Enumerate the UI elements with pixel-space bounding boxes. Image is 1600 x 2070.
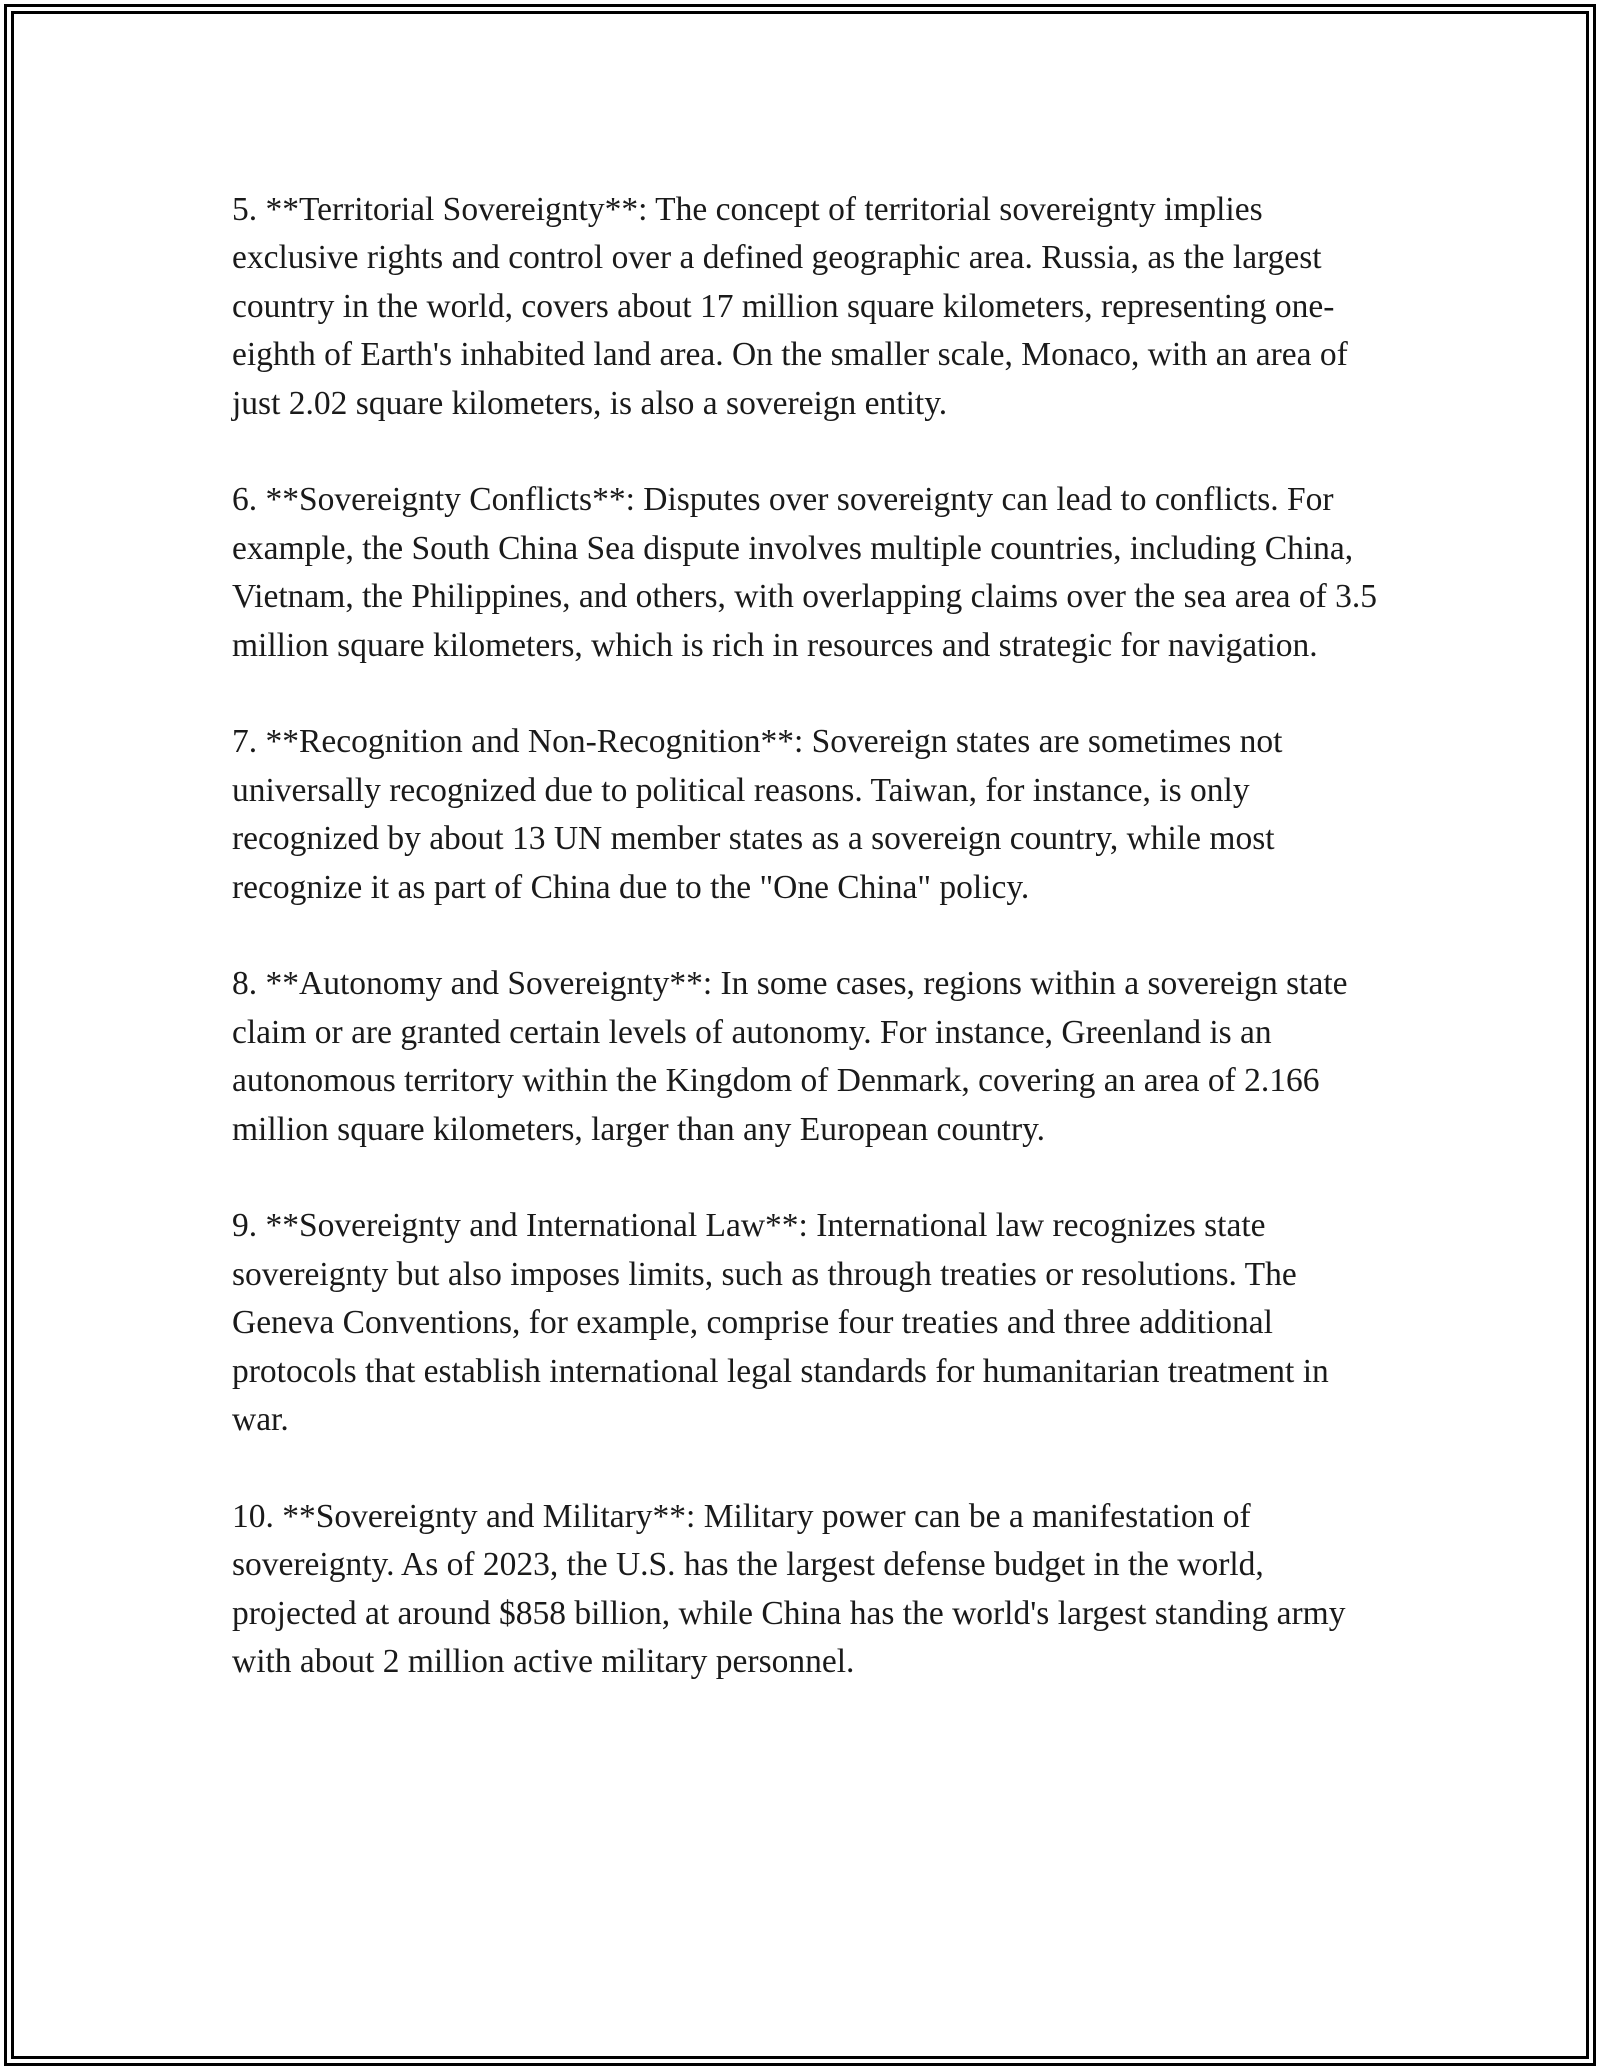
paragraph-territorial-sovereignty: 5. **Territorial Sovereignty**: The concept of territorial sovereignty implies exclusive rights and control over a defined geographic area. Russia, as the largest country in the world, covers about 17 million square kilometers, representing one-eighth of Earth's inhabited land area. On the smaller scale, Monaco, with an area of just 2.02 square kilometers, is also a sovereign entity. — [232, 191, 1348, 422]
paragraph-international-law: 9. **Sovereignty and International Law**: International law recognizes state sovereignty but also imposes limits, such as through treaties or resolutions. The Geneva Conventions, for example, comprise four treaties and three additional protocols that establish international legal standards for humanitarian treatment in war. — [232, 1207, 1329, 1439]
paragraph-sovereignty-conflicts: 6. **Sovereignty Conflicts**: Disputes over sovereignty can lead to conflicts. For example, the South China Sea dispute involves multiple countries, including China, Vietnam, the Philippines, and others, with overlapping claims over the sea area of 3.5 million square kilometers, which is rich in resources and strategic for navigation. — [232, 481, 1378, 664]
document-body — [232, 186, 1382, 1735]
paragraph-recognition: 7. **Recognition and Non-Recognition**: Sovereign states are sometimes not universally recognized due to political reasons. Taiwan, for instance, is only recognized by about 13 UN member states as a sovereign country, while most recognize it as part of China due to the "One China" policy. — [232, 723, 1283, 906]
paragraph-military: 10. **Sovereignty and Military**: Military power can be a manifestation of sovereignty. As of 2023, the U.S. has the largest defense budget in the world, projected at around $858 billion, while China has the world's largest standing army with about 2 million active military personnel. — [232, 1497, 1346, 1681]
paragraph-autonomy: 8. **Autonomy and Sovereignty**: In some cases, regions within a sovereign state claim or are granted certain levels of autonomy. For instance, Greenland is an autonomous territory within the Kingdom of Denmark, covering an area of 2.166 million square kilometers, larger than any European country. — [232, 965, 1348, 1148]
